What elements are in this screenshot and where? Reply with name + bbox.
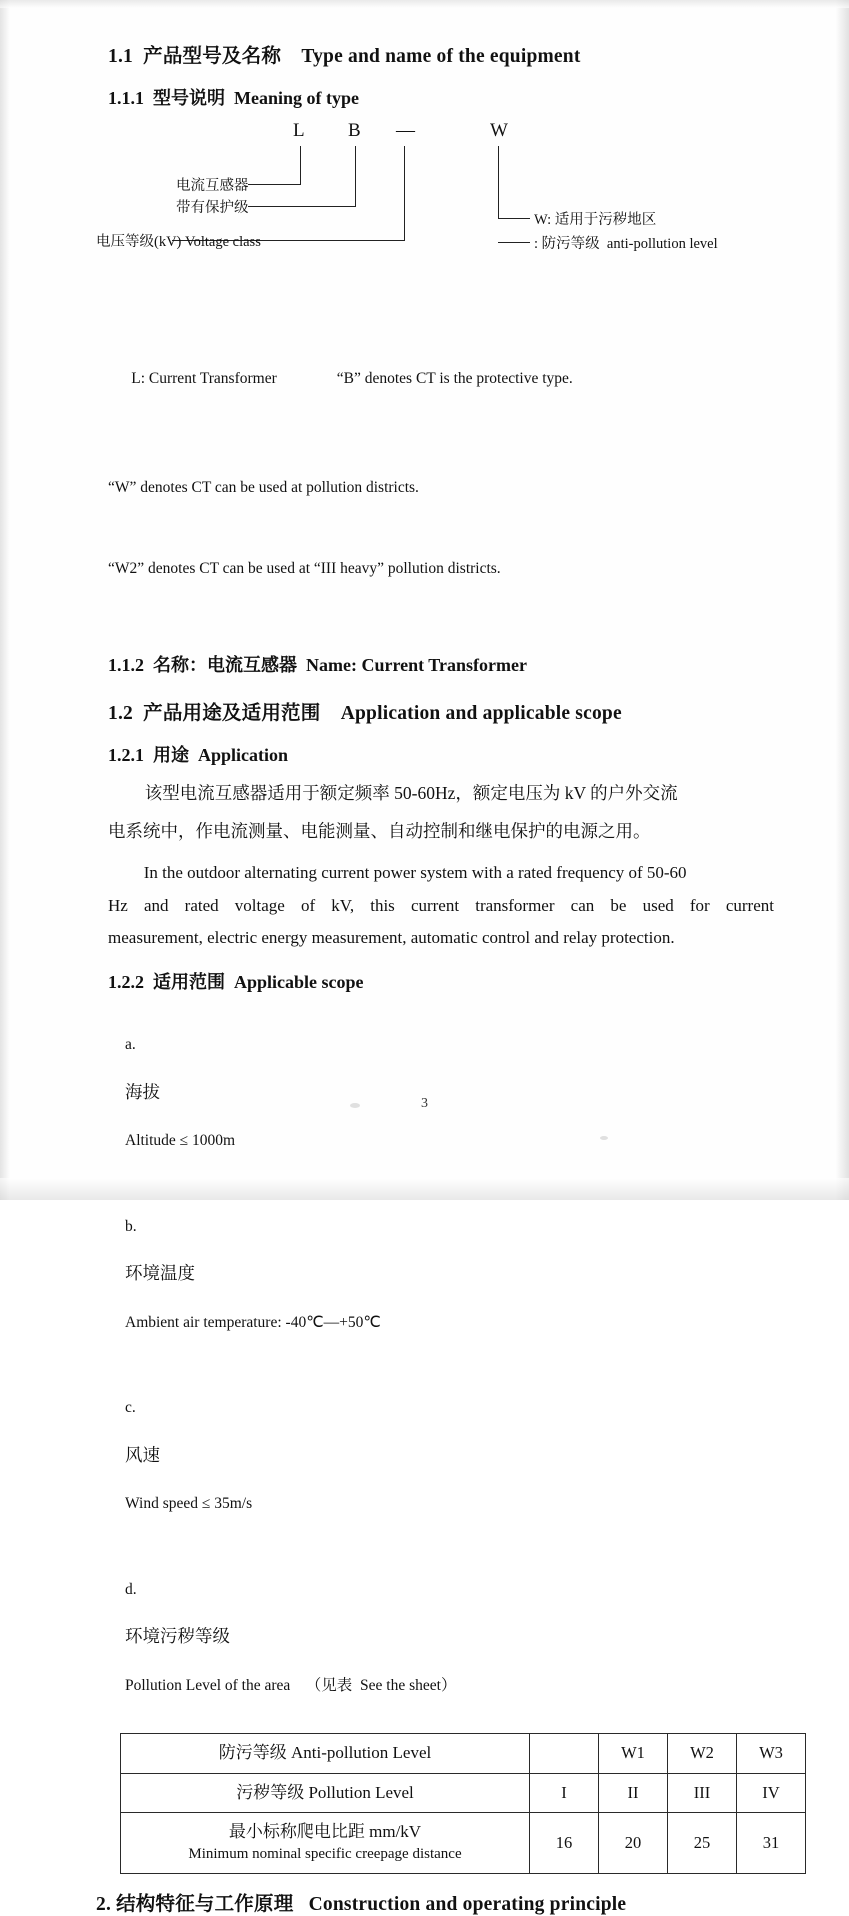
list-item: [108, 1553, 774, 1721]
table-row-label: [121, 1813, 530, 1873]
table-cell: II: [599, 1773, 668, 1813]
list-item: [108, 1190, 774, 1358]
leader-line-W: [498, 146, 499, 218]
table-row-label-sub: Minimum nominal specific creepage distance: [188, 1846, 462, 1863]
table-row-label: 防污等级 Anti-pollution Level: [121, 1733, 530, 1773]
list-label-cn: 海拔: [125, 1081, 160, 1102]
list-label-cn: 环境温度: [125, 1263, 195, 1284]
section-title-1-1: 1.1 产品型号及名称 Type and name of the equipment: [108, 46, 581, 67]
type-code-diagram: [96, 120, 774, 280]
application-en-line-1: In the outdoor alternating current power system with a rated frequency of 50-60: [143, 863, 687, 883]
code-letter-W: W: [490, 120, 508, 141]
list-marker: a.: [125, 1036, 136, 1054]
list-label-cn: 环境污秽等级: [125, 1626, 230, 1647]
table-cell: III: [668, 1773, 737, 1813]
connector-w-top: [498, 218, 530, 219]
scan-smudge: [600, 1136, 608, 1140]
section-title-2: 2. 结构特征与工作原理 Construction and operating principle: [96, 1893, 627, 1915]
leader-line-dash: [404, 146, 405, 240]
label-voltage-class: 电压等级(kV) Voltage class: [96, 234, 261, 250]
application-cn-line-1: 该型电流互感器适用于额定频率 50-60Hz，额定电压为 kV 的户外交流: [144, 782, 678, 803]
table-cell: W1: [599, 1733, 668, 1773]
section-title-1-1-1: 1.1.1 型号说明 Meaning of type: [108, 88, 359, 108]
list-label-en: Wind speed ≤ 35m/s: [125, 1495, 253, 1513]
connector-w-bottom: [498, 242, 530, 243]
list-item: [108, 1008, 774, 1176]
section-title-1-1-2: 1.1.2 名称：电流互感器 Name: Current Transformer: [108, 654, 527, 675]
scan-edge-bottom: [0, 1178, 849, 1200]
section-title-1-2: 1.2 产品用途及适用范围 Application and applicable scope: [108, 702, 622, 724]
connector-protective: [248, 206, 356, 207]
code-letter-dash: —: [396, 120, 415, 141]
table-cell: 20: [599, 1813, 668, 1873]
table-cell: [530, 1733, 599, 1773]
table-row: [121, 1773, 806, 1813]
code-letter-L: L: [293, 120, 305, 141]
table-cell: 16: [530, 1813, 599, 1873]
table-cell: IV: [737, 1773, 806, 1813]
list-label-en: Altitude ≤ 1000m: [125, 1132, 236, 1150]
scan-edge-left: [0, 0, 10, 1200]
application-en-line-2: Hz and rated voltage of kV, this current transformer can be used for current: [108, 895, 774, 915]
scan-edge-right: [835, 0, 849, 1200]
section-title-1-2-1: 1.2.1 用途 Application: [108, 744, 289, 765]
scan-edge-top: [0, 0, 849, 8]
table-row: [121, 1733, 806, 1773]
table-cell: 31: [737, 1813, 806, 1873]
list-marker: c.: [125, 1399, 136, 1417]
table-row: [121, 1813, 806, 1873]
list-marker: b.: [125, 1217, 137, 1235]
list-marker: d.: [125, 1580, 137, 1598]
pollution-level-table: [120, 1733, 806, 1874]
table-row-label: 污秽等级 Pollution Level: [121, 1773, 530, 1813]
list-label-cn: 风速: [125, 1444, 160, 1465]
application-en-line-3: measurement, electric energy measurement, automatic control and relay protection.: [108, 927, 675, 947]
table-cell: I: [530, 1773, 599, 1813]
list-label-en: Ambient air temperature: -40℃—+50℃: [125, 1313, 381, 1331]
legend-B-meaning: “B” denotes CT is the protective type.: [336, 370, 573, 388]
label-current-transformer: 电流互感器: [176, 178, 249, 194]
section-title-1-2-2: 1.2.2 适用范围 Applicable scope: [108, 972, 364, 993]
application-cn-line-2: 电系统中，作电流测量、电能测量、自动控制和继电保护的电源之用。: [108, 821, 651, 841]
leader-line-L: [300, 146, 301, 184]
label-w-region: W: 适用于污秽地区: [534, 212, 657, 228]
legend-L-meaning: L: Current Transformer: [131, 370, 277, 388]
table-cell: W3: [737, 1733, 806, 1773]
legend-row-1: [108, 338, 774, 419]
page-number: 3: [421, 1096, 428, 1111]
legend-row-3: “W2” denotes CT can be used at “III heavy” pollution districts.: [108, 560, 501, 578]
code-letter-B: B: [348, 120, 361, 141]
scan-smudge: [350, 1103, 360, 1108]
type-code-legend: [108, 284, 774, 637]
table-cell: W2: [668, 1733, 737, 1773]
list-label-en: Pollution Level of the area （见表 See the sheet）: [125, 1676, 457, 1694]
list-item: [108, 1371, 774, 1539]
label-protective-class: 带有保护级: [176, 200, 249, 216]
label-w-pollution-level: : 防污等级 anti-pollution level: [534, 236, 718, 252]
connector-ct: [248, 184, 301, 185]
leader-line-B: [355, 146, 356, 206]
table-row-label-main: 最小标称爬电比距 mm/kV: [228, 1822, 422, 1842]
table-cell: 25: [668, 1813, 737, 1873]
legend-row-2: “W” denotes CT can be used at pollution districts.: [108, 478, 419, 496]
